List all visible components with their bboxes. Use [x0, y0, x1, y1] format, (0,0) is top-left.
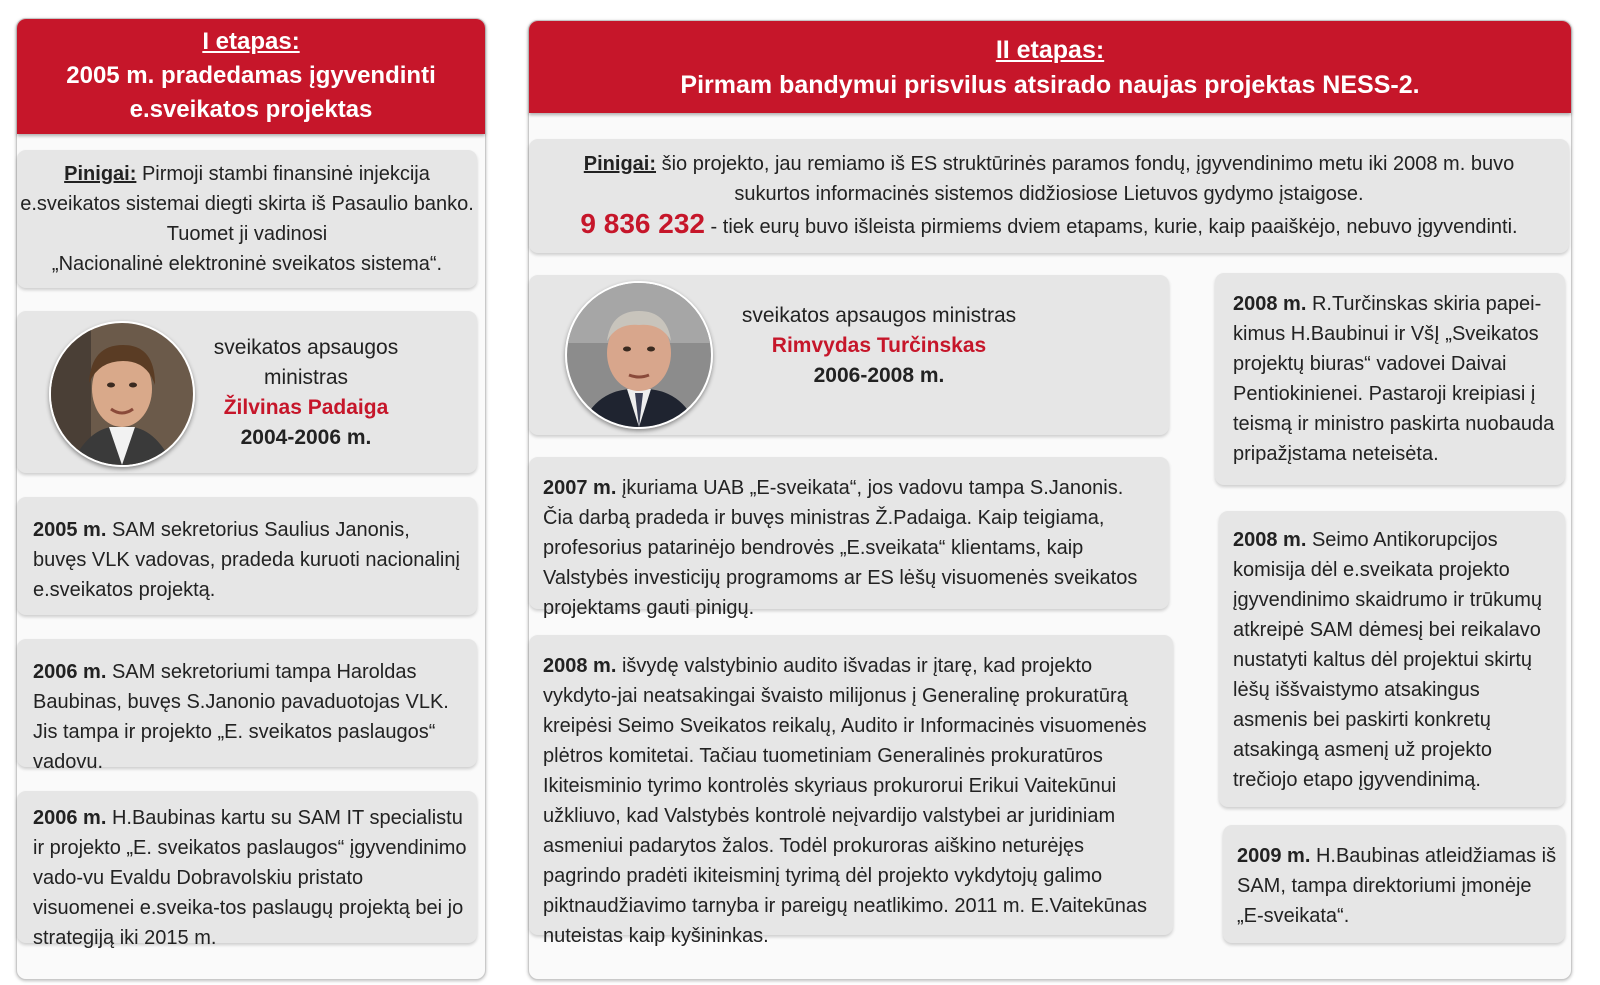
- stage2-event-2008-commission: [1219, 511, 1565, 807]
- stage2-minister-info: [729, 301, 1029, 391]
- stage2-title: Pirmam bandymui prisvilus atsirado naujas projektas NESS-2.: [680, 71, 1420, 99]
- stage2-event-2007: [529, 457, 1169, 619]
- stage1-money-line2: e.sveikatos sistemai diegti skirta iš Pasaulio banko.: [20, 193, 474, 215]
- stage2-event-2007-year: 2007 m.: [543, 477, 617, 499]
- stage1-event-2005-text: SAM sekretorius Saulius Janonis, buvęs VLK vadovas, pradeda kuruoti nacionalinį e.sveikatos projektą.: [33, 519, 460, 601]
- stage2-minister-role: sveikatos apsaugos ministras: [741, 304, 1017, 327]
- stage1-event-2006b-text: H.Baubinas kartu su SAM IT specialistu ir projekto „E. sveikatos paslaugos“ įgyvendinimo vado-vu Evaldu Dobravolskiu pristato visuomenei e.sveika-tos paslaugų projektą bei jo strategiją iki 2015 m.: [33, 807, 467, 949]
- stage1-event-2006a-text: SAM sekretoriumi tampa Haroldas Baubinas, buvęs S.Janonio pavaduotojas VLK. Jis tampa ir projekto „E. sveikatos paslaugos“ vadovu.: [33, 661, 449, 773]
- stage1-title-line1: 2005 m. pradedamas įgyvendinti: [66, 62, 436, 89]
- stage2-money-amount-text: - tiek eurų buvo išleista pirmiems dviem etapams, kurie, kaip paaiškėjo, nebuvo įgyvendinti.: [704, 216, 1518, 238]
- stage2-event-2009: [1223, 825, 1565, 943]
- stage1-money-box: [17, 150, 477, 288]
- stage2-event-2008-audit: [529, 635, 1173, 947]
- stage2-header: [529, 21, 1571, 113]
- minister-photo-padaiga: [49, 321, 195, 467]
- stage2-panel: [528, 20, 1572, 980]
- stage2-event-2008-commission-year: 2008 m.: [1233, 529, 1307, 551]
- stage1-event-2006a: [17, 639, 477, 773]
- stage2-money-line1: šio projekto, jau remiamo iš ES struktūrinės paramos fondų, įgyvendinimo metu iki 2008 m. buvo: [656, 153, 1515, 175]
- stage1-event-2005-year: 2005 m.: [33, 519, 107, 541]
- stage1-event-2006a-year: 2006 m.: [33, 661, 107, 683]
- stage1-event-2006b: [17, 791, 477, 949]
- stage2-money-line2: sukurtos informacinės sistemos didžiosiose Lietuvos gydymo įstaigose.: [734, 183, 1364, 205]
- stage2-money-label: Pinigai:: [583, 153, 657, 175]
- stage1-money-line1: Pirmoji stambi finansinė injekcija: [136, 163, 430, 185]
- stage2-money-box: [529, 139, 1569, 253]
- stage2-event-2009-text: H.Baubinas atleidžiamas iš SAM, tampa direktoriumi įmonėje „E-sveikata“.: [1237, 845, 1557, 927]
- stage2-money-amount: 9 836 232: [580, 208, 705, 239]
- stage1-minister-info: [203, 333, 409, 453]
- stage2-event-2009-year: 2009 m.: [1237, 845, 1311, 867]
- stage1-minister-box: [17, 311, 477, 473]
- stage2-event-2008-reprimand-year: 2008 m.: [1233, 293, 1307, 315]
- stage1-minister-name: Žilvinas Padaiga: [223, 396, 389, 419]
- stage1-panel: [16, 18, 486, 980]
- stage2-stage-label: II etapas:: [995, 36, 1105, 64]
- stage1-event-2005: [17, 497, 477, 615]
- stage1-money-line4: „Nacionalinė elektroninė sveikatos sistema“.: [51, 253, 443, 275]
- stage1-stage-label: I etapas:: [202, 28, 300, 55]
- stage2-event-2007-text: įkuriama UAB „E-sveikata“, jos vadovu tampa S.Janonis. Čia darbą pradeda ir buvęs ministras Ž.Padaiga. Kaip teigiama, profesorius patarinėjo bendrovės „E.sveikata“ klientams, kaip Valstybės investicijų programoms ar ES lėšų visuomenės sveikatos projektams gauti pinigų.: [543, 477, 1138, 619]
- portrait-icon: [567, 283, 711, 427]
- minister-photo-turcinskas: [565, 281, 713, 429]
- stage2-minister-years: 2006-2008 m.: [813, 364, 945, 387]
- stage1-minister-years: 2004-2006 m.: [240, 426, 372, 449]
- stage2-minister-box: [529, 275, 1169, 435]
- stage2-event-2008-commission-text: Seimo Antikorupcijos komisija dėl e.sveikata projekto įgyvendinimo skaidrumo ir trūkumų atkreipė SAM dėmesį bei reikalavo nustatyti kaltus dėl projektui skirtų lėšų iššvaistymo atsakingus asmenis bei paskirti konkretų atsakingą asmenį už projekto trečiojo etapo įgyvendinimą.: [1233, 529, 1543, 791]
- stage2-minister-name: Rimvydas Turčinskas: [771, 334, 987, 357]
- stage1-money-label: Pinigai:: [64, 163, 137, 185]
- portrait-icon: [51, 323, 193, 465]
- stage2-event-2008-reprimand: [1215, 273, 1565, 485]
- stage2-event-2008-reprimand-text: R.Turčinskas skiria papei-kimus H.Baubinui ir VšĮ „Sveikatos projektų biuras“ vadovei Daivai Pentiokinienei. Pastaroji kreipiasi į teismą ir ministro paskirta nuobauda pripažįstama neteisėta.: [1233, 293, 1555, 465]
- stage1-title-line2: e.sveikatos projektas: [129, 96, 373, 123]
- stage1-minister-role-line1: sveikatos apsaugos: [213, 336, 399, 359]
- stage2-event-2008-audit-text: išvydę valstybinio audito išvadas ir įtarę, kad projekto vykdyto-jai neatsakingai švaisto milijonus į Generalinę prokuratūrą kreipėsi Seimo Sveikatos reikalų, Audito ir Informacinės visuomenės plėtros komitetai. Tačiau tuometiniam Generalinės prokuratūros Ikiteisminio tyrimo kontrolės skyriaus prokurorui Erikui Vaitekūnui užkliuvo, kad Valstybės kontrolė neįvardijo valstybei ar juridiniam asmeniui padarytos žalos. Todėl prokuroras aiškino neturėjęs pagrindo pradėti ikiteisminį tyrimą dėl projekto vykdytojų galimo piktnaudžiavimo tarnyba ir pareigų neatlikimo. 2011 m. E.Vaitekūnas nuteistas kaip kyšininkas.: [543, 655, 1148, 947]
- stage2-event-2008-audit-year: 2008 m.: [543, 655, 617, 677]
- stage1-event-2006b-year: 2006 m.: [33, 807, 107, 829]
- stage1-minister-role-line2: ministras: [263, 366, 348, 389]
- stage1-money-line3: Tuomet ji vadinosi: [166, 223, 328, 245]
- stage1-header: [17, 19, 485, 134]
